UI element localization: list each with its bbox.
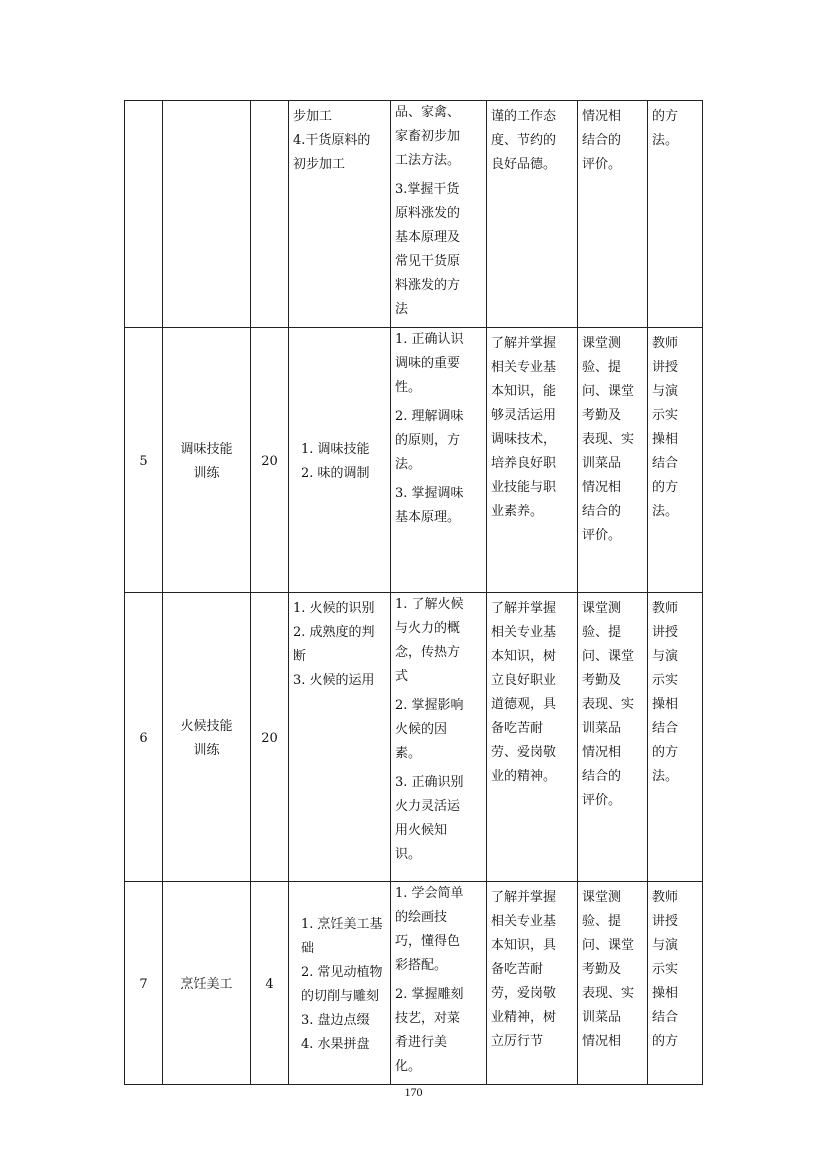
- objective-paragraph: [395, 101, 482, 173]
- module-number-cell: [125, 101, 163, 328]
- attitude-cell: [487, 593, 578, 882]
- module-name-cell: [163, 101, 251, 328]
- assessment-line: 情况相: [582, 480, 622, 495]
- content-cell: [289, 593, 391, 882]
- assessment-line: 问、课堂: [582, 384, 635, 399]
- assessment-line: 表现、实: [582, 986, 635, 1001]
- attitude-line: 相关专业基: [491, 625, 557, 640]
- teaching-method-line: 的方: [652, 109, 679, 124]
- objective-line: 常见干货原: [395, 254, 461, 269]
- table-row: [125, 593, 703, 882]
- curriculum-table: [124, 100, 703, 1085]
- content-cell: [289, 101, 391, 328]
- teaching-method-line: 示实: [652, 962, 679, 977]
- attitude-line: 业技能与职: [491, 480, 557, 495]
- objective-line: 料涨发的方: [395, 278, 461, 293]
- module-number-cell: 6: [125, 593, 163, 882]
- assessment-line: 训菜品: [582, 456, 622, 471]
- objective-line: 1. 学会简单: [395, 886, 464, 901]
- objective-line: 火力灵活运: [395, 799, 461, 814]
- content-line: 1. 火候的识别: [293, 601, 375, 616]
- module-number-cell: 5: [125, 328, 163, 593]
- attitude-line: 良好品德。: [491, 157, 557, 172]
- attitude-line: 道德观，具: [491, 697, 557, 712]
- teaching-method-line: 结合: [652, 721, 679, 736]
- module-name-line: 烹饪美工: [180, 977, 233, 992]
- assessment-cell: [578, 882, 648, 1085]
- teaching-method-line: 操相: [652, 986, 679, 1001]
- attitude-line: 度、节约的: [491, 133, 557, 148]
- teaching-method-line: 的方: [652, 480, 679, 495]
- objective-line: 原料涨发的: [395, 206, 461, 221]
- objective-line: 1. 了解火候: [395, 597, 464, 612]
- objective-line: 识。: [395, 847, 422, 862]
- assessment-line: 验、提: [582, 914, 622, 929]
- teaching-method-line: 操相: [652, 697, 679, 712]
- module-name-cell: [163, 882, 251, 1085]
- attitude-line: 了解并掌握: [491, 890, 557, 905]
- objective-paragraph: [395, 178, 482, 322]
- teaching-method-line: 讲授: [652, 360, 679, 375]
- objective-line: 素。: [395, 746, 422, 761]
- content-line: 2. 成熟度的判: [293, 625, 375, 640]
- module-name-line: 训练: [193, 466, 220, 481]
- assessment-line: 评价。: [582, 528, 622, 543]
- objective-line: 与火力的概: [395, 621, 461, 636]
- hours-cell: 20: [251, 328, 289, 593]
- objective-line: 式: [395, 669, 409, 684]
- content-line: 2. 味的调制: [301, 466, 370, 481]
- hours-cell: [251, 101, 289, 328]
- objectives-cell: [391, 101, 487, 328]
- attitude-line: 备吃苦耐: [491, 721, 544, 736]
- assessment-cell: [578, 593, 648, 882]
- objective-paragraph: [395, 882, 482, 978]
- objective-line: 性。: [395, 380, 422, 395]
- assessment-line: 考勤及: [582, 962, 622, 977]
- content-line: 4.干货原料的: [293, 133, 371, 148]
- content-line: 步加工: [293, 109, 333, 124]
- module-name-cell: [163, 593, 251, 882]
- teaching-method-cell: [648, 593, 703, 882]
- attitude-line: 本知识，树: [491, 649, 557, 664]
- assessment-line: 表现、实: [582, 432, 635, 447]
- objective-line: 彩搭配。: [395, 958, 448, 973]
- objective-line: 3.掌握干货: [395, 182, 460, 197]
- objective-line: 2. 理解调味: [395, 409, 464, 424]
- teaching-method-line: 与演: [652, 649, 679, 664]
- assessment-line: 验、提: [582, 625, 622, 640]
- objective-paragraph: [395, 328, 482, 400]
- teaching-method-cell: [648, 882, 703, 1085]
- table-row: [125, 328, 703, 593]
- module-name-line: 训练: [193, 743, 220, 758]
- objective-line: 肴进行美: [395, 1035, 448, 1050]
- assessment-line: 评价。: [582, 793, 622, 808]
- attitude-line: 了解并掌握: [491, 336, 557, 351]
- content-line: 4. 水果拼盘: [301, 1037, 370, 1052]
- attitude-cell: [487, 328, 578, 593]
- teaching-method-line: 法。: [652, 504, 679, 519]
- attitude-line: 培养良好职: [491, 456, 557, 471]
- objective-line: 2. 掌握雕刻: [395, 987, 464, 1002]
- attitude-line: 调味技术，: [491, 432, 557, 447]
- objective-line: 调味的重要: [395, 356, 461, 371]
- attitude-line: 业精神，树: [491, 1010, 557, 1025]
- attitude-line: 够灵活运用: [491, 408, 557, 423]
- content-line: 断: [293, 649, 307, 664]
- attitude-line: 相关专业基: [491, 360, 557, 375]
- objective-line: 1. 正确认识: [395, 332, 464, 347]
- teaching-method-cell: [648, 328, 703, 593]
- assessment-line: 问、课堂: [582, 649, 635, 664]
- objectives-cell: [391, 328, 487, 593]
- teaching-method-line: 的方: [652, 745, 679, 760]
- content-line: 的切削与雕刻: [301, 989, 380, 1004]
- objective-line: 基本原理。: [395, 510, 461, 525]
- assessment-line: 情况相: [582, 745, 622, 760]
- objective-line: 工法方法。: [395, 153, 461, 168]
- content-line: 2. 常见动植物: [301, 965, 383, 980]
- teaching-method-line: 教师: [652, 890, 679, 905]
- objective-line: 技艺，对菜: [395, 1011, 461, 1026]
- content-line: 3. 火候的运用: [293, 673, 375, 688]
- content-cell: [289, 882, 391, 1085]
- module-name-line: 调味技能: [180, 442, 233, 457]
- attitude-line: 业的精神。: [491, 769, 557, 784]
- attitude-line: 相关专业基: [491, 914, 557, 929]
- objective-line: 念，传热方: [395, 645, 461, 660]
- hours-cell: 4: [251, 882, 289, 1085]
- objective-paragraph: [395, 482, 482, 530]
- assessment-line: 表现、实: [582, 697, 635, 712]
- attitude-line: 劳，爱岗敬: [491, 986, 557, 1001]
- attitude-line: 备吃苦耐: [491, 962, 544, 977]
- objective-line: 品、家禽、: [395, 105, 461, 120]
- objective-line: 的绘画技: [395, 910, 448, 925]
- assessment-cell: [578, 101, 648, 328]
- objective-line: 3. 正确识别: [395, 775, 464, 790]
- objective-line: 的原则，方: [395, 433, 461, 448]
- objective-line: 用火候知: [395, 823, 448, 838]
- objective-line: 家畜初步加: [395, 129, 461, 144]
- attitude-line: 劳、爱岗敬: [491, 745, 557, 760]
- objectives-cell: [391, 882, 487, 1085]
- attitude-cell: [487, 101, 578, 328]
- teaching-method-line: 示实: [652, 673, 679, 688]
- content-line: 初步加工: [293, 157, 346, 172]
- attitude-line: 本知识，能: [491, 384, 557, 399]
- attitude-line: 立良好职业: [491, 673, 557, 688]
- objective-paragraph: [395, 983, 482, 1079]
- content-line: 1. 调味技能: [301, 442, 370, 457]
- objective-paragraph: [395, 405, 482, 477]
- content-line: 础: [301, 941, 315, 956]
- teaching-method-line: 操相: [652, 432, 679, 447]
- teaching-method-line: 教师: [652, 601, 679, 616]
- teaching-method-line: 讲授: [652, 625, 679, 640]
- assessment-line: 课堂测: [582, 890, 622, 905]
- assessment-line: 评价。: [582, 157, 622, 172]
- objectives-cell: [391, 593, 487, 882]
- teaching-method-line: 与演: [652, 938, 679, 953]
- attitude-line: 谨的工作态: [491, 109, 557, 124]
- objective-paragraph: [395, 771, 482, 867]
- table-row: [125, 882, 703, 1085]
- content-line: 1. 烹饪美工基: [301, 917, 383, 932]
- content-cell: [289, 328, 391, 593]
- attitude-line: 立厉行节: [491, 1034, 544, 1049]
- objective-paragraph: [395, 694, 482, 766]
- teaching-method-cell: [648, 101, 703, 328]
- assessment-line: 结合的: [582, 133, 622, 148]
- assessment-line: 考勤及: [582, 408, 622, 423]
- attitude-line: 业素养。: [491, 504, 544, 519]
- objective-line: 法。: [395, 457, 422, 472]
- teaching-method-line: 与演: [652, 384, 679, 399]
- teaching-method-line: 法。: [652, 133, 679, 148]
- assessment-line: 情况相: [582, 109, 622, 124]
- module-number-cell: 7: [125, 882, 163, 1085]
- teaching-method-line: 教师: [652, 336, 679, 351]
- page-number: 170: [404, 1085, 423, 1099]
- assessment-line: 考勤及: [582, 673, 622, 688]
- teaching-method-line: 讲授: [652, 914, 679, 929]
- teaching-method-line: 法。: [652, 769, 679, 784]
- objective-paragraph: [395, 593, 482, 689]
- objective-line: 巧，懂得色: [395, 934, 461, 949]
- hours-cell: 20: [251, 593, 289, 882]
- attitude-line: 本知识，具: [491, 938, 557, 953]
- assessment-line: 结合的: [582, 504, 622, 519]
- assessment-line: 验、提: [582, 360, 622, 375]
- attitude-cell: [487, 882, 578, 1085]
- objective-line: 基本原理及: [395, 230, 461, 245]
- content-line: 3. 盘边点缀: [301, 1013, 370, 1028]
- objective-line: 火候的因: [395, 722, 448, 737]
- objective-line: 2. 掌握影响: [395, 698, 464, 713]
- assessment-line: 问、课堂: [582, 938, 635, 953]
- teaching-method-line: 的方: [652, 1034, 679, 1049]
- assessment-line: 训菜品: [582, 721, 622, 736]
- teaching-method-line: 示实: [652, 408, 679, 423]
- assessment-cell: [578, 328, 648, 593]
- attitude-line: 了解并掌握: [491, 601, 557, 616]
- module-name-line: 火候技能: [180, 719, 233, 734]
- objective-line: 3. 掌握调味: [395, 486, 464, 501]
- objective-line: 法: [395, 302, 409, 317]
- assessment-line: 训菜品: [582, 1010, 622, 1025]
- assessment-line: 课堂测: [582, 336, 622, 351]
- assessment-line: 结合的: [582, 769, 622, 784]
- teaching-method-line: 结合: [652, 1010, 679, 1025]
- table-row: [125, 101, 703, 328]
- module-name-cell: [163, 328, 251, 593]
- objective-line: 化。: [395, 1059, 422, 1074]
- assessment-line: 课堂测: [582, 601, 622, 616]
- assessment-line: 情况相: [582, 1034, 622, 1049]
- teaching-method-line: 结合: [652, 456, 679, 471]
